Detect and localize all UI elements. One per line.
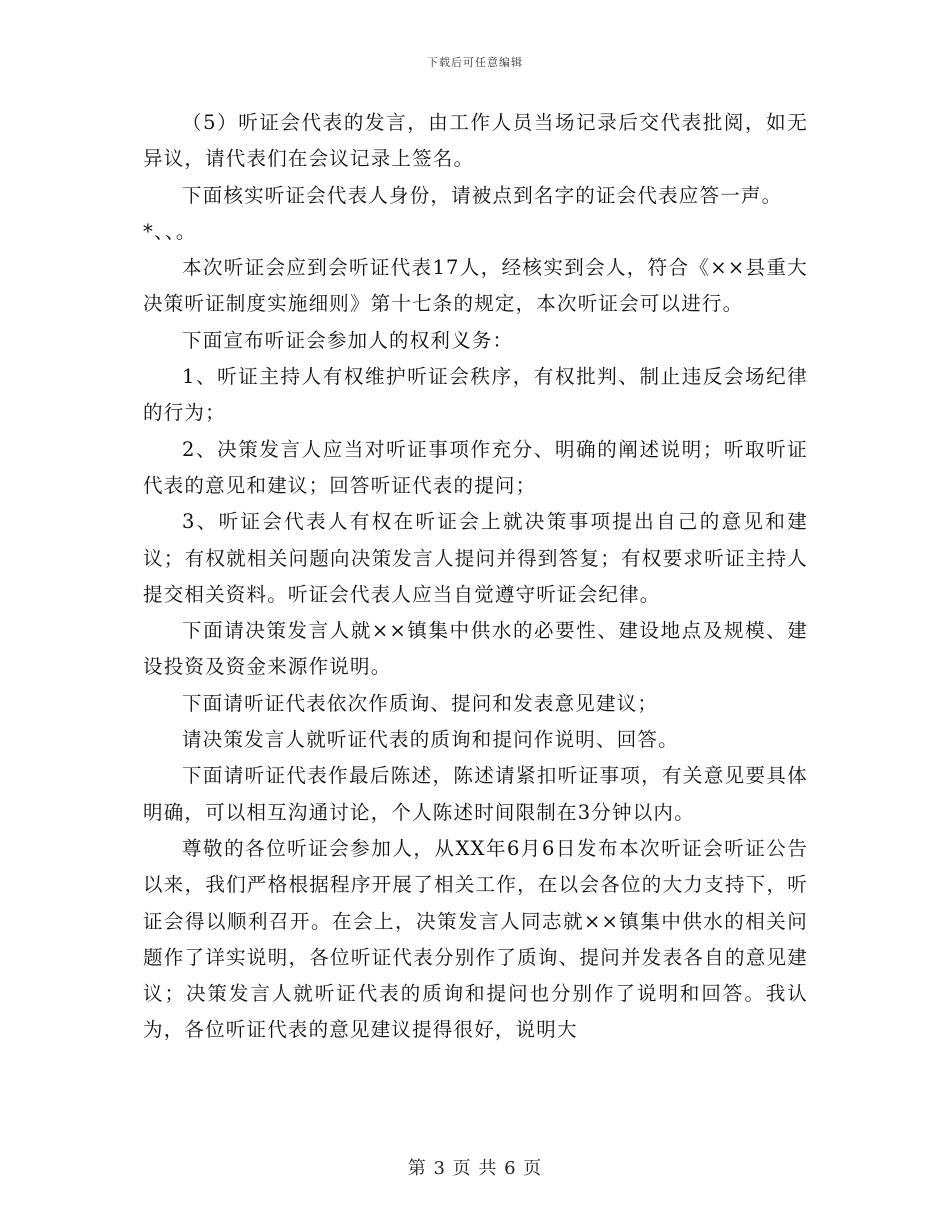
- paragraph-attendance: 本次听证会应到会听证代表17人，经核实到会人，符合《××县重大决策听证制度实施细则》第十七条的规定，本次听证会可以进行。: [143, 256, 808, 316]
- paragraph-final-statement: 下面请听证代表作最后陈述，陈述请紧扣听证事项，有关意见要具体明确，可以相互沟通讨论，个人陈述时间限制在3分钟以内。: [143, 764, 808, 824]
- paragraph-right-3: 3、听证会代表人有权在听证会上就决策事项提出自己的意见和建议；有权就相关问题向决策发言人提问并得到答复；有权要求听证主持人提交相关资料。听证会代表人应当自觉遵守听证会纪律。: [143, 510, 808, 606]
- paragraph-closing-remarks: 尊敬的各位听证会参加人，从XX年6月6日发布本次听证会听证公告以来，我们严格根据程序开展了相关工作，在以会各位的大力支持下，听证会得以顺利召开。在会上，决策发言人同志就××镇集中供水的相关问题作了详实说明，各位听证代表分别作了质询、提问并发表各自的意见建议；决策发言人就听证代表的质询和提问也分别作了说明和回答。我认为，各位听证代表的意见建议提得很好，说明大: [143, 836, 808, 1042]
- paragraph-name-placeholder: *、、。: [143, 219, 197, 243]
- paragraph-rights-intro: 下面宣布听证会参加人的权利义务：: [182, 328, 514, 352]
- paragraph-right-1: 1、听证主持人有权维护听证会秩序，有权批判、制止违反会场纪律的行为；: [143, 365, 808, 425]
- paragraph-answers: 请决策发言人就听证代表的质询和提问作说明、回答。: [182, 728, 679, 752]
- paragraph-right-2: 2、决策发言人应当对听证事项作充分、明确的阐述说明；听取听证代表的意见和建议；回答听证代表的提问；: [143, 437, 808, 497]
- paragraph-identity-check: 下面核实听证会代表人身份，请被点到名字的证会代表应答一声。: [182, 183, 783, 207]
- document-body: [143, 105, 808, 1049]
- page-number: 第 3 页 共 6 页: [407, 1158, 543, 1179]
- paragraph-statement-recording: （5）听证会代表的发言，由工作人员当场记录后交代表批阅，如无异议，请代表们在会议记录上签名。: [143, 111, 808, 171]
- paragraph-decision-explanation: 下面请决策发言人就××镇集中供水的必要性、建设地点及规模、建设投资及资金来源作说明。: [143, 619, 808, 679]
- paragraph-questioning: 下面请听证代表依次作质询、提问和发表意见建议；: [182, 691, 659, 715]
- page-header-note: 下载后可任意编辑: [427, 56, 523, 69]
